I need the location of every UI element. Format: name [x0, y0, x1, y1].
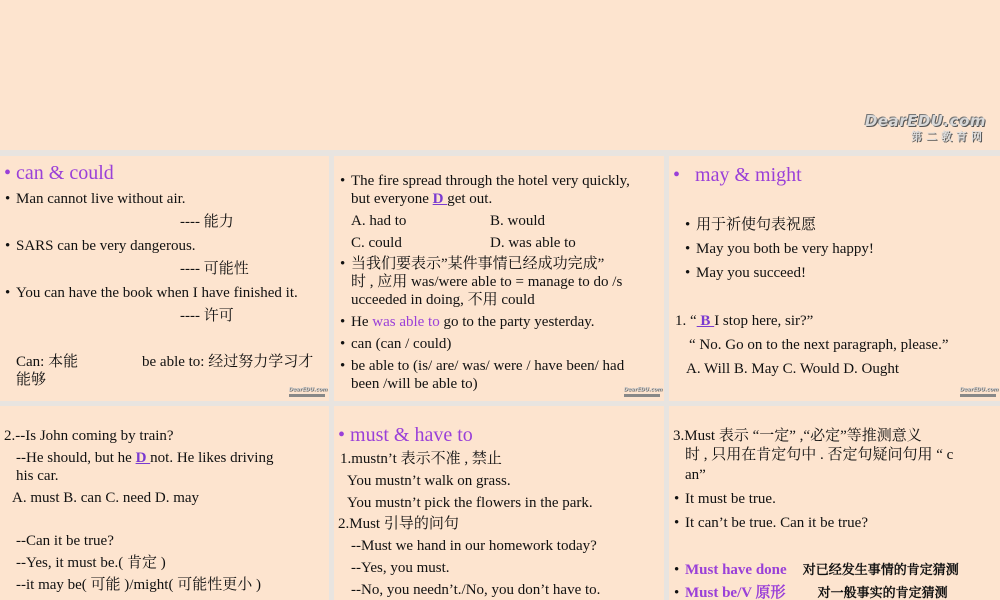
example-line: You mustn’t pick the flowers in the park.: [347, 495, 593, 511]
note-line: • 当我们要表示”某件事情已经成功完成”: [351, 255, 604, 273]
example-line: • He was able to go to the party yesterday.: [351, 313, 595, 331]
answer-blank: D: [135, 450, 151, 466]
slide-question-2[interactable]: [0, 406, 329, 600]
able-definition-cont: 能够: [16, 372, 47, 388]
bullet-line-cont: been /will be able to): [351, 376, 478, 392]
dialog-line: --Must we hand in our homework today?: [351, 538, 597, 554]
note-text: ---- 可能性: [180, 261, 249, 277]
dialog-line: --No, you needn’t./No, you don’t have to.: [351, 582, 601, 598]
logo-subtext: 第二教育网: [911, 130, 986, 143]
dearedu-logo: [865, 112, 986, 144]
bullet-line: • SARS can be very dangerous.: [16, 237, 196, 255]
mini-logo-watermark: DearEDU.com: [624, 388, 660, 397]
slide-was-able-to[interactable]: [334, 156, 664, 401]
dialog-line: --Yes, you must.: [351, 560, 450, 576]
dialog-line: --it may be( 可能 )/might( 可能性更小 ): [16, 577, 261, 593]
slide-heading: • can & could: [4, 162, 114, 184]
able-definition: be able to: 经过努力学习才: [142, 354, 314, 370]
question-line: 1. “ B I stop here, sir?”: [675, 313, 814, 329]
bullet-line: • May you both be very happy!: [696, 240, 874, 258]
note-line: 时 , 应用 was/were able to = manage to do /s: [351, 274, 623, 290]
option-c: C. could: [351, 235, 402, 251]
bullet-line: • be able to (is/ are/ was/ were / have been/ had: [351, 357, 624, 375]
rule-line: 3.Must 表示 “一定” ,“必定”等推测意义: [673, 428, 922, 444]
example-line: You mustn’t walk on grass.: [347, 473, 511, 489]
option-a: A. had to: [351, 213, 407, 229]
mini-logo-watermark: DearEDU.com: [289, 388, 325, 397]
slide-heading: • may & might: [673, 164, 802, 186]
question-line: his car.: [16, 468, 59, 484]
rule-line: 2.Must 引导的问句: [338, 516, 459, 532]
question-line: --He should, but he D not. He likes driving: [16, 450, 274, 466]
option-d: D. was able to: [490, 235, 576, 251]
dialog-line: --Can it be true?: [16, 533, 114, 549]
answer-blank: D: [432, 191, 448, 207]
highlight-text: Must be/V 原形: [685, 585, 786, 600]
answer-blank: B: [696, 313, 715, 329]
rule-line: 时 , 只用在肯定句中 . 否定句疑问句用 “ c: [685, 447, 954, 463]
slide-heading: • must & have to: [338, 424, 473, 446]
question-line: 2.--Is John coming by train?: [4, 428, 174, 444]
note-line: ucceeded in doing, 不用 could: [351, 292, 535, 308]
note-text: ---- 能力: [180, 214, 234, 230]
can-definition: Can: 本能: [16, 354, 79, 370]
question-reply: “ No. Go on to the next paragraph, please.”: [689, 337, 949, 353]
bullet-line: • 用于祈使句表祝愿: [696, 216, 816, 234]
option-b: B. would: [490, 213, 546, 229]
note-text: 对一般事实的肯定猜测: [817, 586, 948, 600]
highlight-text: was able to: [372, 314, 440, 330]
bullet-line: • can (can / could): [351, 335, 451, 353]
bullet-line: • You can have the book when I have finished it.: [16, 284, 298, 302]
slide-header-banner: [0, 0, 1000, 150]
rule-line: an”: [685, 467, 706, 483]
highlight-text: Must have done: [685, 562, 787, 578]
note-text: 对已经发生事情的肯定猜测: [802, 563, 959, 578]
question-line: but everyone D get out.: [351, 191, 493, 207]
options-line: A. must B. can C. need D. may: [12, 490, 200, 506]
slide-may-might[interactable]: [669, 156, 1000, 401]
rule-line: 1.mustn’t 表示不准 , 禁止: [340, 451, 502, 467]
bullet-line: • May you succeed!: [696, 264, 806, 282]
mini-logo-watermark: DearEDU.com: [960, 388, 996, 397]
slide-must-inference[interactable]: [669, 406, 1000, 600]
bullet-line: [685, 584, 948, 600]
bullet-line: • It can’t be true. Can it be true?: [685, 514, 868, 532]
bullet-line: • Man cannot live without air.: [16, 190, 186, 208]
dialog-line: --Yes, it must be.( 肯定 ): [16, 555, 166, 571]
question-line: • The fire spread through the hotel very quickly,: [351, 172, 630, 190]
note-text: ---- 许可: [180, 308, 234, 324]
bullet-line: [685, 561, 959, 580]
logo-text: DearEDU.com: [864, 112, 986, 130]
slide-can-could[interactable]: [0, 156, 329, 401]
options-line: A. Will B. May C. Would D. Ought: [686, 361, 900, 377]
slide-must-have-to[interactable]: [334, 406, 664, 600]
bullet-line: • It must be true.: [685, 490, 776, 508]
